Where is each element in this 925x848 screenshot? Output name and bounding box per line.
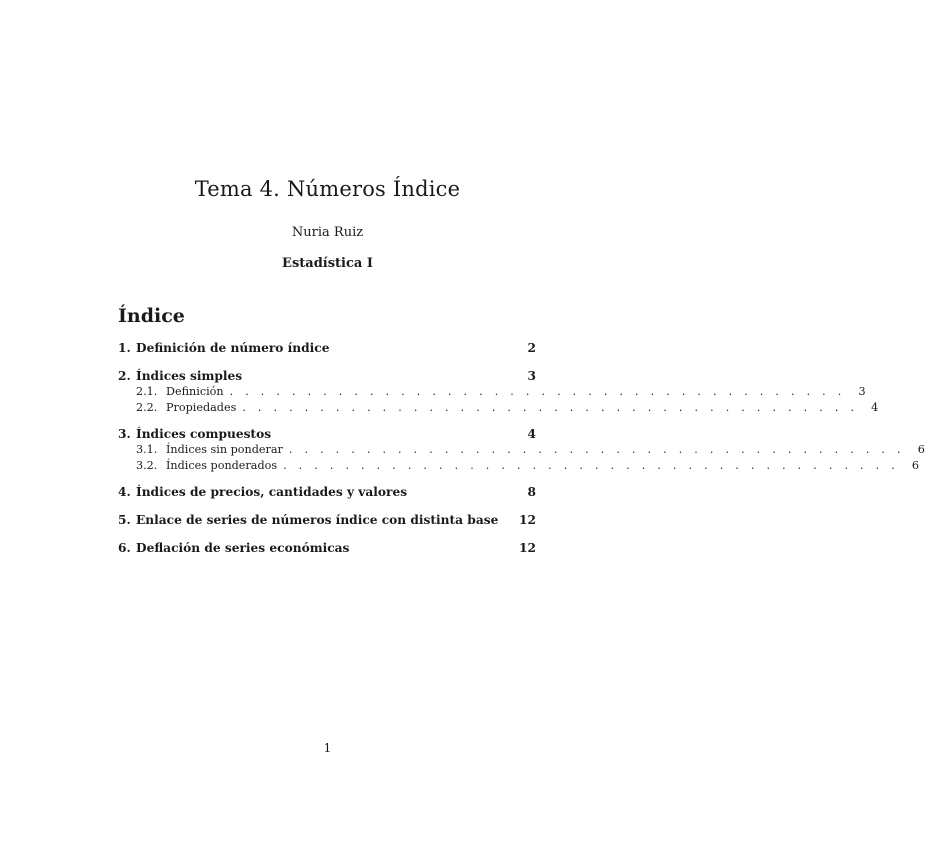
toc-section[interactable] <box>118 513 536 528</box>
toc-subsection-page: 3 <box>858 385 866 398</box>
toc-section-title: Enlace de series de números índice con distinta base <box>136 513 499 527</box>
toc-section-page: 4 <box>527 427 536 441</box>
toc-section-number: 6. <box>118 541 131 555</box>
toc-leader-dots: . . . . . . . . . . . . . . . . . . . . . . . . . . . . . . . . . . . . . . . . <box>242 400 859 414</box>
toc-leader-dots: . . . . . . . . . . . . . . . . . . . . . . . . . . . . . . . . . . . . . . . . <box>283 458 900 472</box>
toc-leader-dots: . . . . . . . . . . . . . . . . . . . . . . . . . . . . . . . . . . . . . . . . <box>229 385 846 398</box>
toc-section[interactable] <box>118 485 536 500</box>
toc-subsection[interactable] <box>118 384 866 400</box>
toc-subsection[interactable] <box>118 442 925 458</box>
toc-subsection-title: Definición <box>166 385 224 398</box>
toc-subsection-number: 3.1. <box>136 443 158 456</box>
toc-section-title: Índices compuestos <box>136 427 272 441</box>
toc-section-page: 12 <box>519 513 536 527</box>
toc-section-title: Deflación de series económicas <box>136 541 350 555</box>
toc-subsection[interactable] <box>118 400 879 416</box>
toc-subsection-page: 6 <box>917 443 925 456</box>
toc-section[interactable] <box>118 369 536 384</box>
toc-section[interactable] <box>118 541 536 556</box>
page-number: 1 <box>323 741 332 755</box>
document-title: Tema 4. Números Índice <box>194 177 461 201</box>
toc-section-number: 2. <box>118 369 131 383</box>
toc-subsection-number: 2.2. <box>136 400 158 414</box>
document-course: Estadística I <box>282 256 373 271</box>
toc-section-page: 8 <box>527 485 536 499</box>
toc-leader-dots: . . . . . . . . . . . . . . . . . . . . . . . . . . . . . . . . . . . . . . . . <box>288 443 905 456</box>
toc-subsection-page: 4 <box>871 400 879 414</box>
toc-section[interactable] <box>118 341 536 356</box>
toc-section[interactable] <box>118 427 536 442</box>
toc-section-number: 3. <box>118 427 131 441</box>
toc-subsection[interactable] <box>118 458 920 474</box>
toc-section-title: Índices de precios, cantidades y valores <box>136 485 408 499</box>
toc-heading: Índice <box>118 305 185 327</box>
document-author: Nuria Ruiz <box>291 225 364 240</box>
toc-section-number: 5. <box>118 513 131 527</box>
table-of-contents <box>118 341 925 556</box>
toc-section-page: 2 <box>527 341 536 355</box>
toc-section-title: Índices simples <box>136 369 243 383</box>
toc-subsection-number: 2.1. <box>136 385 158 398</box>
toc-subsection-page: 6 <box>911 458 920 472</box>
toc-subsection-title: Índices ponderados <box>166 458 278 472</box>
toc-section-number: 4. <box>118 485 131 499</box>
toc-section-title: Definición de número índice <box>136 341 330 355</box>
toc-section-number: 1. <box>118 341 131 355</box>
toc-subsection-number: 3.2. <box>136 458 158 472</box>
toc-section-page: 12 <box>519 541 536 555</box>
toc-subsection-title: Índices sin ponderar <box>166 443 283 456</box>
toc-subsection-title: Propiedades <box>166 400 237 414</box>
toc-section-page: 3 <box>527 369 536 383</box>
